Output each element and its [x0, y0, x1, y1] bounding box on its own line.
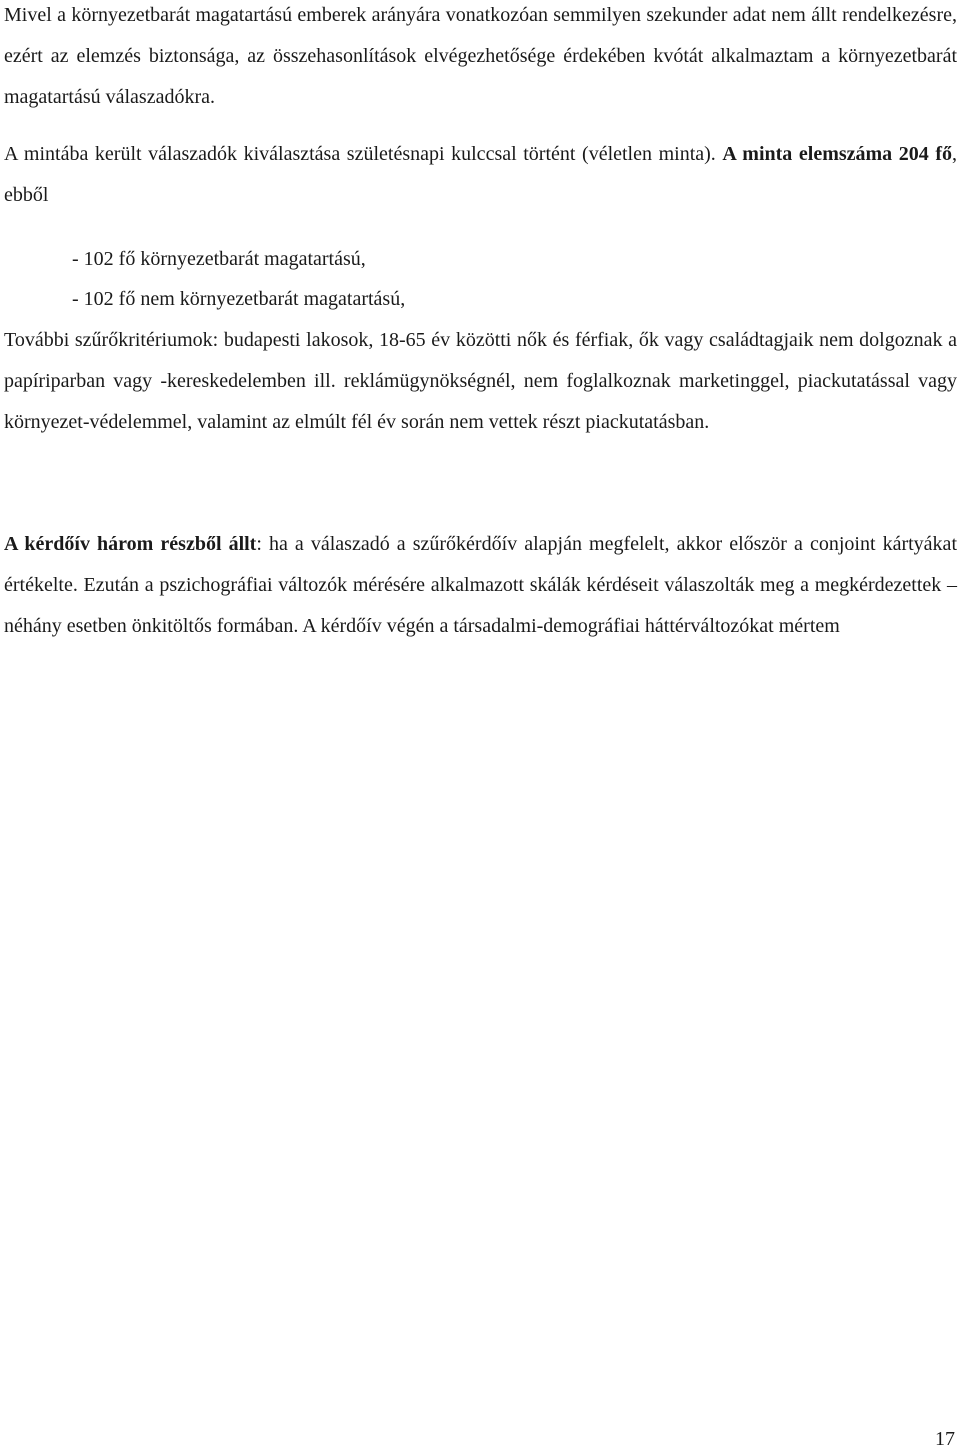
sampling-text: A mintába került válaszadók kiválasztása születésnapi kulccsal történt (véletlen minta). [4, 143, 723, 165]
questionnaire-text: : ha a válaszadó a szűrőkérdőív alapján megfelelt, akkor először a conjoint kártyákat értékelte. Ezután a pszichográfiai változók mérésére alkalmazott skálák kérdéseit válaszolták meg a megkérdezettek – néhány esetben önkitöltős formában. A kérdőív végén a társadalmi-demográfiai háttérváltozókat mértem [4, 533, 957, 637]
page-number: 17 [935, 1428, 955, 1450]
sample-size-bold: A minta elemszáma 204 fő [722, 143, 953, 165]
paragraph-questionnaire [4, 524, 957, 646]
paragraph-filter-criteria: További szűrőkritériumok: budapesti lakosok, 18-65 év közötti nők és férfiak, ők vagy családtagjaik nem dolgoznak a papíriparban vagy -kereskedelemben ill. reklámügynökségnél, nem foglalkoznak marketinggel, piackutatással vagy környezet-védelemmel, valamint az elmúlt fél év során nem vettek részt piackutatásban. [4, 329, 957, 433]
questionnaire-bold: A kérdőív három részből állt [4, 533, 257, 555]
list-item: - 102 fő környezetbarát magatartású, [72, 248, 366, 270]
paragraph-sampling [4, 134, 957, 216]
list-item: - 102 fő nem környezetbarát magatartású, [72, 288, 406, 310]
paragraph-quota: Mivel a környezetbarát magatartású emberek arányára vonatkozóan semmilyen szekunder adat nem állt rendelkezésre, ezért az elemzés biztonsága, az összehasonlítások elvégezhetősége érdekében kvótát alkalmaztam a környezetbarát magatartású válaszadókra. [4, 4, 957, 108]
sampling-text-end: , ebből [4, 143, 958, 206]
